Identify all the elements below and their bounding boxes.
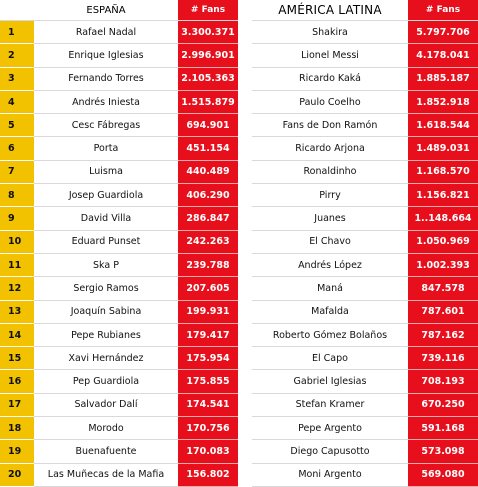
latam-name-cell: Stefan Kramer: [252, 394, 408, 417]
spain-name-cell: Las Muñecas de la Mafia: [34, 464, 178, 487]
column-gap: [238, 440, 252, 463]
spain-name-cell: Ska P: [34, 254, 178, 277]
latam-name-cell: Diego Capusotto: [252, 440, 408, 463]
spain-column-header: ESPAÑA: [34, 0, 178, 21]
spain-fans-cell: 694.901: [178, 114, 238, 137]
spain-name-cell: Luisma: [34, 161, 178, 184]
table-row: [0, 277, 478, 300]
latam-fans-cell: 569.080: [408, 464, 478, 487]
column-gap: [238, 91, 252, 114]
table-row: [0, 207, 478, 230]
rank-cell: 20: [0, 464, 34, 487]
latam-fans-cell: 1.489.031: [408, 137, 478, 160]
latam-fans-cell: 1.168.570: [408, 161, 478, 184]
table-row: [0, 301, 478, 324]
table-row: [0, 44, 478, 67]
table-row: [0, 68, 478, 91]
spain-name-cell: Cesc Fábregas: [34, 114, 178, 137]
rank-cell: 5: [0, 114, 34, 137]
latam-fans-cell: 1.852.918: [408, 91, 478, 114]
rank-cell: 9: [0, 207, 34, 230]
spain-name-cell: Sergio Ramos: [34, 277, 178, 300]
rank-cell: 6: [0, 137, 34, 160]
latam-name-cell: Shakira: [252, 21, 408, 44]
latam-name-cell: Mafalda: [252, 301, 408, 324]
rank-cell: 2: [0, 44, 34, 67]
table-row: [0, 254, 478, 277]
ranking-rows: [0, 21, 478, 487]
latam-name-cell: Andrés López: [252, 254, 408, 277]
latam-name-cell: Pirry: [252, 184, 408, 207]
spain-fans-cell: 175.954: [178, 347, 238, 370]
latam-name-cell: Fans de Don Ramón: [252, 114, 408, 137]
table-row: [0, 91, 478, 114]
latam-name-cell: Lionel Messi: [252, 44, 408, 67]
latam-fans-cell: 847.578: [408, 277, 478, 300]
table-row: [0, 137, 478, 160]
latam-fans-cell: 708.193: [408, 370, 478, 393]
rank-cell: 3: [0, 68, 34, 91]
rank-cell: 18: [0, 417, 34, 440]
table-row: [0, 464, 478, 487]
latam-fans-cell: 1.002.393: [408, 254, 478, 277]
spain-name-cell: Buenafuente: [34, 440, 178, 463]
table-row: [0, 324, 478, 347]
table-row: [0, 161, 478, 184]
spain-fans-cell: 156.802: [178, 464, 238, 487]
spain-fans-cell: 170.756: [178, 417, 238, 440]
latam-column-header: AMÉRICA LATINA: [252, 0, 408, 21]
latam-fans-cell: 787.162: [408, 324, 478, 347]
spain-name-cell: Porta: [34, 137, 178, 160]
column-gap: [238, 417, 252, 440]
latam-fans-cell: 1.885.187: [408, 68, 478, 91]
table-row: [0, 370, 478, 393]
latam-name-cell: Roberto Gómez Bolaños: [252, 324, 408, 347]
latam-name-cell: Ronaldinho: [252, 161, 408, 184]
rank-cell: 13: [0, 301, 34, 324]
spain-fans-cell: 199.931: [178, 301, 238, 324]
rank-cell: 8: [0, 184, 34, 207]
spain-fans-cell: 3.300.371: [178, 21, 238, 44]
latam-name-cell: Maná: [252, 277, 408, 300]
latam-fans-cell: 5.797.706: [408, 21, 478, 44]
spain-name-cell: Joaquín Sabina: [34, 301, 178, 324]
spain-fans-cell: 207.605: [178, 277, 238, 300]
spain-fans-cell: 174.541: [178, 394, 238, 417]
table-row: [0, 114, 478, 137]
spain-name-cell: Enrique Iglesias: [34, 44, 178, 67]
spain-fans-cell: 1.515.879: [178, 91, 238, 114]
column-gap: [238, 21, 252, 44]
column-gap: [238, 231, 252, 254]
latam-fans-cell: 573.098: [408, 440, 478, 463]
latam-name-cell: Juanes: [252, 207, 408, 230]
rank-cell: 4: [0, 91, 34, 114]
spain-name-cell: Eduard Punset: [34, 231, 178, 254]
rank-cell: 16: [0, 370, 34, 393]
column-gap: [238, 347, 252, 370]
latam-name-cell: El Chavo: [252, 231, 408, 254]
latam-name-cell: Pepe Argento: [252, 417, 408, 440]
spain-fans-cell: 2.105.363: [178, 68, 238, 91]
rank-cell: 17: [0, 394, 34, 417]
latam-fans-cell: 4.178.041: [408, 44, 478, 67]
latam-fans-cell: 1.050.969: [408, 231, 478, 254]
column-gap: [238, 68, 252, 91]
spain-name-cell: Rafael Nadal: [34, 21, 178, 44]
latam-name-cell: Moni Argento: [252, 464, 408, 487]
rank-cell: 11: [0, 254, 34, 277]
spain-fans-cell: 406.290: [178, 184, 238, 207]
latam-fans-header: # Fans: [408, 0, 478, 21]
column-gap: [238, 137, 252, 160]
rank-cell: 15: [0, 347, 34, 370]
spain-fans-cell: 170.083: [178, 440, 238, 463]
spain-fans-cell: 242.263: [178, 231, 238, 254]
latam-fans-cell: 591.168: [408, 417, 478, 440]
column-gap: [238, 394, 252, 417]
table-row: [0, 417, 478, 440]
table-row: [0, 394, 478, 417]
spain-name-cell: Pepe Rubianes: [34, 324, 178, 347]
spain-fans-cell: 175.855: [178, 370, 238, 393]
spain-fans-cell: 451.154: [178, 137, 238, 160]
column-gap: [238, 277, 252, 300]
spain-name-cell: Andrés Iniesta: [34, 91, 178, 114]
spain-fans-cell: 2.996.901: [178, 44, 238, 67]
spain-fans-cell: 239.788: [178, 254, 238, 277]
latam-fans-cell: 739.116: [408, 347, 478, 370]
table-row: [0, 21, 478, 44]
header-row: [0, 0, 478, 21]
column-gap: [238, 370, 252, 393]
spain-fans-cell: 179.417: [178, 324, 238, 347]
column-gap: [238, 114, 252, 137]
rank-cell: 19: [0, 440, 34, 463]
latam-fans-cell: 1..148.664: [408, 207, 478, 230]
column-gap: [238, 301, 252, 324]
latam-name-cell: El Capo: [252, 347, 408, 370]
rank-cell: 12: [0, 277, 34, 300]
latam-fans-cell: 787.601: [408, 301, 478, 324]
spain-name-cell: David Villa: [34, 207, 178, 230]
latam-fans-cell: 1.156.821: [408, 184, 478, 207]
rank-cell: 14: [0, 324, 34, 347]
latam-name-cell: Ricardo Kaká: [252, 68, 408, 91]
table-row: [0, 184, 478, 207]
table-row: [0, 440, 478, 463]
latam-name-cell: Gabriel Iglesias: [252, 370, 408, 393]
rank-cell: 1: [0, 21, 34, 44]
column-gap: [238, 161, 252, 184]
spain-name-cell: Josep Guardiola: [34, 184, 178, 207]
latam-name-cell: Ricardo Arjona: [252, 137, 408, 160]
spain-fans-cell: 286.847: [178, 207, 238, 230]
column-gap: [238, 184, 252, 207]
column-gap: [238, 464, 252, 487]
column-gap: [238, 324, 252, 347]
latam-fans-cell: 670.250: [408, 394, 478, 417]
rank-cell: 7: [0, 161, 34, 184]
latam-name-cell: Paulo Coelho: [252, 91, 408, 114]
rank-header: [0, 0, 34, 21]
table-row: [0, 231, 478, 254]
column-gap: [238, 0, 252, 21]
spain-fans-header: # Fans: [178, 0, 238, 21]
spain-fans-cell: 440.489: [178, 161, 238, 184]
column-gap: [238, 44, 252, 67]
spain-name-cell: Salvador Dalí: [34, 394, 178, 417]
spain-name-cell: Morodo: [34, 417, 178, 440]
column-gap: [238, 254, 252, 277]
table-row: [0, 347, 478, 370]
spain-name-cell: Fernando Torres: [34, 68, 178, 91]
latam-fans-cell: 1.618.544: [408, 114, 478, 137]
spain-name-cell: Xavi Hernández: [34, 347, 178, 370]
rank-cell: 10: [0, 231, 34, 254]
spain-name-cell: Pep Guardiola: [34, 370, 178, 393]
column-gap: [238, 207, 252, 230]
